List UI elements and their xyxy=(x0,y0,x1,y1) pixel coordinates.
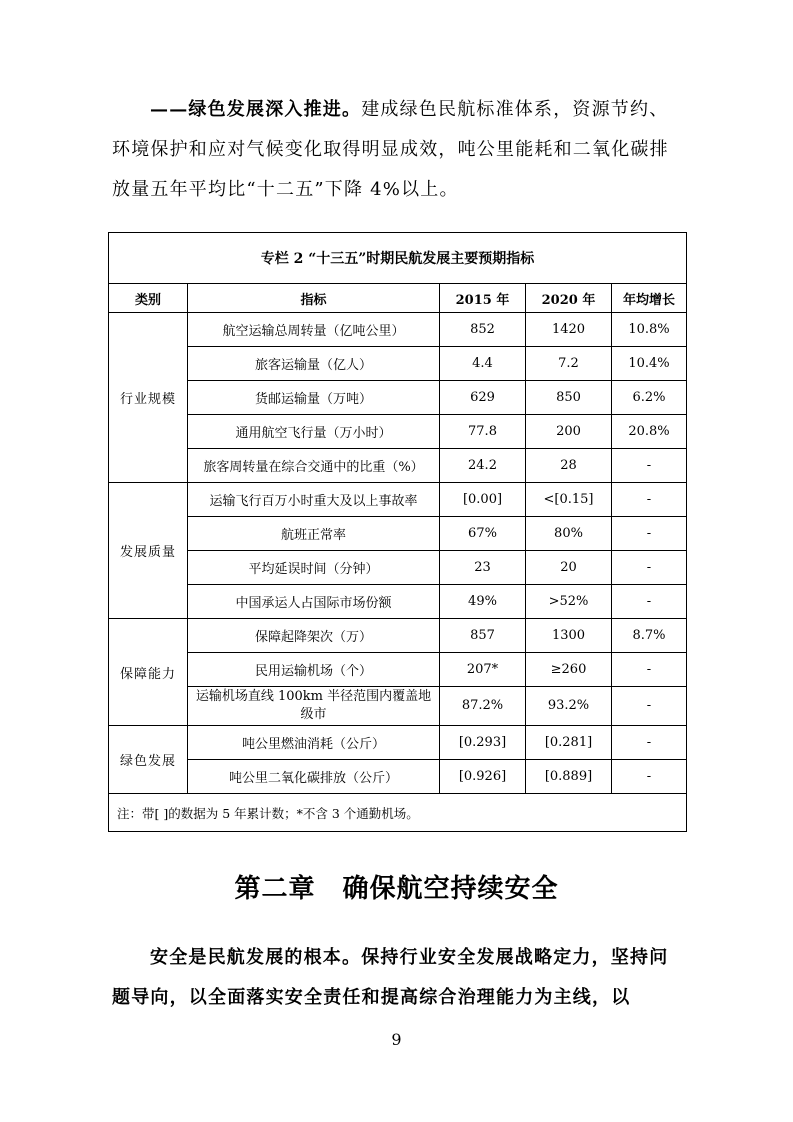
indicators-table xyxy=(108,232,687,832)
value-2015: 67% xyxy=(440,517,526,551)
table-row xyxy=(109,483,687,517)
table-row xyxy=(109,653,687,687)
indicator-cell: 运输机场直线 100km 半径范围内覆盖地级市 xyxy=(188,687,440,726)
value-growth: - xyxy=(612,449,687,483)
value-2020: 20 xyxy=(526,551,612,585)
value-2020: 93.2% xyxy=(526,687,612,726)
value-2020: [0.281] xyxy=(526,726,612,760)
indicator-cell: 航空运输总周转量（亿吨公里） xyxy=(188,313,440,347)
intro-lead: ——绿色发展深入推进。 xyxy=(150,99,362,120)
value-2015: 23 xyxy=(440,551,526,585)
value-2015: 852 xyxy=(440,313,526,347)
indicator-cell: 旅客周转量在综合交通中的比重（%） xyxy=(188,449,440,483)
value-2020: 7.2 xyxy=(526,347,612,381)
value-growth: 20.8% xyxy=(612,415,687,449)
table-caption: 专栏 2 “十三五”时期民航发展主要预期指标 xyxy=(109,233,687,284)
indicator-cell: 航班正常率 xyxy=(188,517,440,551)
value-2020: 1300 xyxy=(526,619,612,653)
table-row xyxy=(109,347,687,381)
value-2020: 1420 xyxy=(526,313,612,347)
header-category: 类别 xyxy=(109,284,188,313)
category-cell: 绿色发展 xyxy=(109,726,188,794)
table-row xyxy=(109,687,687,726)
value-growth: - xyxy=(612,760,687,794)
value-growth: - xyxy=(612,483,687,517)
value-growth: - xyxy=(612,517,687,551)
value-2020: >52% xyxy=(526,585,612,619)
value-growth: - xyxy=(612,687,687,726)
value-growth: 10.4% xyxy=(612,347,687,381)
value-2015: [0.293] xyxy=(440,726,526,760)
value-2020: 80% xyxy=(526,517,612,551)
category-cell: 发展质量 xyxy=(109,483,188,619)
category-cell: 保障能力 xyxy=(109,619,188,726)
closing-paragraph: 安全是民航发展的根本。保持行业安全发展战略定力，坚持问题导向，以全面落实安全责任和提高综合治理能力为主线，以 xyxy=(112,947,669,1008)
page-number: 9 xyxy=(391,1030,402,1049)
indicator-cell: 通用航空飞行量（万小时） xyxy=(188,415,440,449)
value-growth: - xyxy=(612,585,687,619)
value-2020: 200 xyxy=(526,415,612,449)
indicator-cell: 民用运输机场（个） xyxy=(188,653,440,687)
table-row xyxy=(109,313,687,347)
value-2015: 87.2% xyxy=(440,687,526,726)
indicator-cell: 吨公里燃油消耗（公斤） xyxy=(188,726,440,760)
value-2015: [0.00] xyxy=(440,483,526,517)
value-2015: 207* xyxy=(440,653,526,687)
indicator-cell: 货邮运输量（万吨） xyxy=(188,381,440,415)
table-row xyxy=(109,551,687,585)
header-2015: 2015 年 xyxy=(440,284,526,313)
intro-text: 建成绿色民航标准体系，资源节约、环境保护和应对气候变化取得明显成效，吨公里能耗和二氧化碳排放量五年平均比“十二五”下降 4%以上。 xyxy=(112,99,669,200)
category-cell: 行业规模 xyxy=(109,313,188,483)
table-row xyxy=(109,415,687,449)
table-row xyxy=(109,517,687,551)
value-2020: 850 xyxy=(526,381,612,415)
value-2020: [0.889] xyxy=(526,760,612,794)
intro-paragraph xyxy=(112,90,687,210)
header-indicator: 指标 xyxy=(188,284,440,313)
table-note: 注：带[ ]的数据为 5 年累计数；*不含 3 个通勤机场。 xyxy=(109,794,687,832)
value-growth: - xyxy=(612,726,687,760)
chapter-title: 第二章 确保航空持续安全 xyxy=(234,874,559,904)
value-2015: 629 xyxy=(440,381,526,415)
table-row xyxy=(109,726,687,760)
value-2015: 49% xyxy=(440,585,526,619)
value-2015: 24.2 xyxy=(440,449,526,483)
value-2015: 4.4 xyxy=(440,347,526,381)
value-growth: - xyxy=(612,653,687,687)
indicator-cell: 保障起降架次（万） xyxy=(188,619,440,653)
table-row xyxy=(109,381,687,415)
header-2020: 2020 年 xyxy=(526,284,612,313)
indicator-cell: 平均延误时间（分钟） xyxy=(188,551,440,585)
value-growth: 8.7% xyxy=(612,619,687,653)
value-2015: 77.8 xyxy=(440,415,526,449)
indicator-cell: 吨公里二氧化碳排放（公斤） xyxy=(188,760,440,794)
table-row xyxy=(109,760,687,794)
value-2020: <[0.15] xyxy=(526,483,612,517)
value-growth: - xyxy=(612,551,687,585)
value-2015: [0.926] xyxy=(440,760,526,794)
value-2020: 28 xyxy=(526,449,612,483)
value-2020: ≥260 xyxy=(526,653,612,687)
value-2015: 857 xyxy=(440,619,526,653)
indicator-cell: 旅客运输量（亿人） xyxy=(188,347,440,381)
table-row xyxy=(109,619,687,653)
value-growth: 6.2% xyxy=(612,381,687,415)
indicator-cell: 运输飞行百万小时重大及以上事故率 xyxy=(188,483,440,517)
header-growth: 年均增长 xyxy=(612,284,687,313)
table-row xyxy=(109,449,687,483)
value-growth: 10.8% xyxy=(612,313,687,347)
table-row xyxy=(109,585,687,619)
indicator-cell: 中国承运人占国际市场份额 xyxy=(188,585,440,619)
